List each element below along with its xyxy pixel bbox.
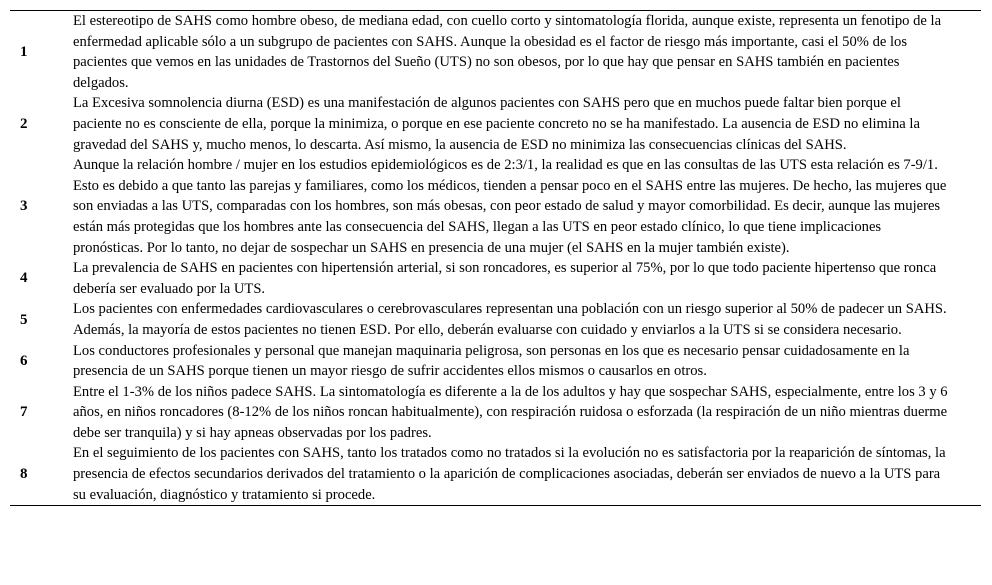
row-number: 7 bbox=[20, 404, 28, 421]
row-number: 2 bbox=[20, 115, 28, 132]
row-text: Los pacientes con enfermedades cardiovasculares o cerebrovasculares representan una población con un riesgo superior al 50% de padecer un SAHS. Además, la mayoría de estos pacientes no tienen ESD. Por ello, deberán evaluarse con cuidado y enviarlos a la UTS si se considera necesario. bbox=[73, 301, 947, 338]
row-text: Entre el 1-3% de los niños padece SAHS. La sintomatología es diferente a la de los adultos y hay que sospechar SAHS, especialmente, entre los 3 y 6 años, en niños roncadores (8-12% de los niños roncan habitualmente), con respiración ruidosa o esforzada (la respiración de un niño mientras duerme debe ser tranquila) y si hay apneas observadas por los padres. bbox=[73, 383, 948, 441]
table-row bbox=[10, 93, 981, 155]
table-row bbox=[10, 341, 981, 382]
row-number: 6 bbox=[20, 352, 28, 369]
row-number: 5 bbox=[20, 311, 28, 328]
table-row bbox=[10, 155, 981, 258]
row-number: 8 bbox=[20, 466, 28, 483]
table-row bbox=[10, 299, 981, 340]
table-row bbox=[10, 258, 981, 299]
row-text: En el seguimiento de los pacientes con SAHS, tanto los tratados como no tratados si la evolución no es satisfactoria por la reaparición de síntomas, la presencia de efectos secundarios derivados del tratamiento o la aparición de complicaciones asociadas, deberán ser enviados de nuevo a la UTS para su evaluación, diagnóstico y tratamiento si procede. bbox=[73, 445, 946, 503]
row-text: Aunque la relación hombre / mujer en los estudios epidemiológicos es de 2:3/1, la realidad es que en las consultas de las UTS esta relación es 7-9/1. Esto es debido a que tanto las parejas y familiares, como los médicos, tienden a pensar poco en el SAHS entre las mujeres. De hecho, las mujeres que son enviadas a las UTS, comparadas con los hombres, son más obesas, con peor estado de salud y mayor comorbilidad. Es decir, aunque las mujeres están más protegidas que los hombres ante las consecuencia del SAHS, llegan a las UTS en peor estado clínico, lo que tiene implicaciones pronósticas. Por lo tanto, no dejar de sospechar un SAHS en presencia de una mujer (el SAHS en la mujer también existe). bbox=[73, 157, 947, 256]
table-row bbox=[10, 11, 981, 93]
table-row bbox=[10, 443, 981, 505]
row-text: La prevalencia de SAHS en pacientes con hipertensión arterial, si son roncadores, es superior al 75%, por lo que todo paciente hipertenso que ronca debería ser evaluado por la UTS. bbox=[73, 260, 937, 297]
row-number: 4 bbox=[20, 270, 28, 287]
table-row bbox=[10, 382, 981, 444]
row-number: 1 bbox=[20, 43, 28, 60]
row-text: Los conductores profesionales y personal que manejan maquinaria peligrosa, son personas en los que es necesario pensar cuidadosamente en la presencia de un SAHS porque tienen un mayor riesgo de sufrir accidentes ellos mismos o causarlos en otros. bbox=[73, 342, 910, 380]
recommendations-table bbox=[10, 11, 981, 505]
row-text: El estereotipo de SAHS como hombre obeso, de mediana edad, con cuello corto y sintomatología florida, aunque existe, representa un fenotipo de la enfermedad aplicable sólo a un subgrupo de pacientes con SAHS. Aunque la obesidad es el factor de riesgo más importante, casi el 50% de los pacientes que vemos en las unidades de Trastornos del Sueño (UTS) no son obesos, por lo que hay que pensar en SAHS también en pacientes delgados. bbox=[73, 13, 942, 91]
recommendations-table-container bbox=[10, 10, 981, 506]
row-number: 3 bbox=[20, 198, 28, 215]
row-text: La Excesiva somnolencia diurna (ESD) es una manifestación de algunos pacientes con SAHS pero que en muchos puede faltar bien porque el paciente no es consciente de ella, porque la minimiza, o porque en ese paciente concreto no se ha manifestado. La ausencia de ESD no elimina la gravedad del SAHS y, mucho menos, lo descarta. Así mismo, la ausencia de ESD no minimiza las consecuencias clínicas del SAHS. bbox=[73, 95, 920, 153]
